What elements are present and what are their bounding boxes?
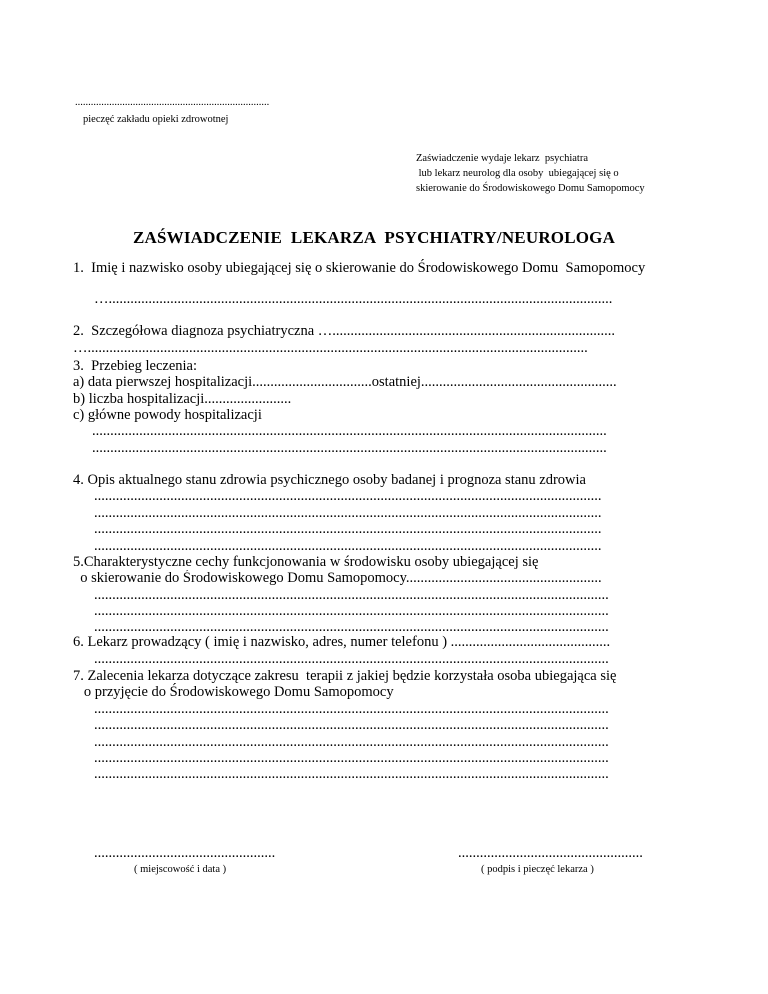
stamp-label: pieczęć zakładu opieki zdrowotnej	[83, 114, 229, 125]
field-7-label: 7. Zalecenia lekarza dotyczące zakresu terapii z jakiej będzie korzystała osoba ubiegająca się	[73, 668, 617, 684]
note-line-1: Zaświadczenie wydaje lekarz psychiatra	[416, 153, 588, 164]
signature-label: ( podpis i pieczęć lekarza )	[481, 864, 594, 875]
stamp-dots: ..........................................................................	[75, 97, 270, 108]
field-2-line: …..........................................................................................................................................	[73, 340, 588, 356]
signature-dots: ...................................................	[458, 845, 643, 861]
field-1-label: 1. Imię i nazwisko osoby ubiegającej się o skierowanie do Środowiskowego Domu Samopomocy	[73, 260, 646, 276]
field-6-label: 6. Lekarz prowadzący ( imię i nazwisko, adres, numer telefonu ) ............................................	[73, 634, 611, 650]
field-3c-label: c) główne powody hospitalizacji	[73, 407, 262, 423]
place-date-dots: ..................................................	[94, 845, 276, 861]
field-5-line: ..............................................................................................................................................	[94, 603, 609, 619]
note-line-3: skierowanie do Środowiskowego Domu Samopomocy	[416, 183, 645, 194]
field-3c-line: ..............................................................................................................................................	[92, 440, 607, 456]
field-5-line: ..............................................................................................................................................	[94, 619, 609, 635]
field-7-line: ..............................................................................................................................................	[94, 766, 609, 782]
field-4-line: ............................................................................................................................................	[94, 505, 602, 521]
field-4-line: ............................................................................................................................................	[94, 538, 602, 554]
field-6-line: ..............................................................................................................................................	[94, 651, 609, 667]
field-3c-line: ..............................................................................................................................................	[92, 423, 607, 439]
field-3a: a) data pierwszej hospitalizacji.................................ostatniej......................................................	[73, 374, 617, 390]
place-date-label: ( miejscowość i data )	[134, 864, 227, 875]
field-1-line: …...........................................................................................................................................	[94, 291, 613, 307]
field-3-label: 3. Przebieg leczenia:	[73, 358, 197, 374]
field-5-label-cont: o skierowanie do Środowiskowego Domu Samopomocy......................................................	[73, 570, 602, 586]
field-4-line: ............................................................................................................................................	[94, 488, 602, 504]
field-3b: b) liczba hospitalizacji........................	[73, 391, 292, 407]
field-4-line: ............................................................................................................................................	[94, 521, 602, 537]
note-line-2: lub lekarz neurolog dla osoby ubiegającej się o	[416, 168, 619, 179]
field-7-line: ..............................................................................................................................................	[94, 717, 609, 733]
field-5-line: ..............................................................................................................................................	[94, 587, 609, 603]
field-7-line: ..............................................................................................................................................	[94, 701, 609, 717]
field-5-label: 5.Charakterystyczne cechy funkcjonowania w środowisku osoby ubiegającej się	[73, 554, 539, 570]
field-2-label: 2. Szczegółowa diagnoza psychiatryczna …..............................................................................	[73, 323, 616, 339]
field-7-line: ..............................................................................................................................................	[94, 750, 609, 766]
field-7-label-cont: o przyjęcie do Środowiskowego Domu Samopomocy	[73, 684, 394, 700]
document-title: ZAŚWIADCZENIE LEKARZA PSYCHIATRY/NEUROLOGA	[133, 228, 616, 247]
field-4-label: 4. Opis aktualnego stanu zdrowia psychicznego osoby badanej i prognoza stanu zdrowia	[73, 472, 586, 488]
field-7-line: ..............................................................................................................................................	[94, 734, 609, 750]
